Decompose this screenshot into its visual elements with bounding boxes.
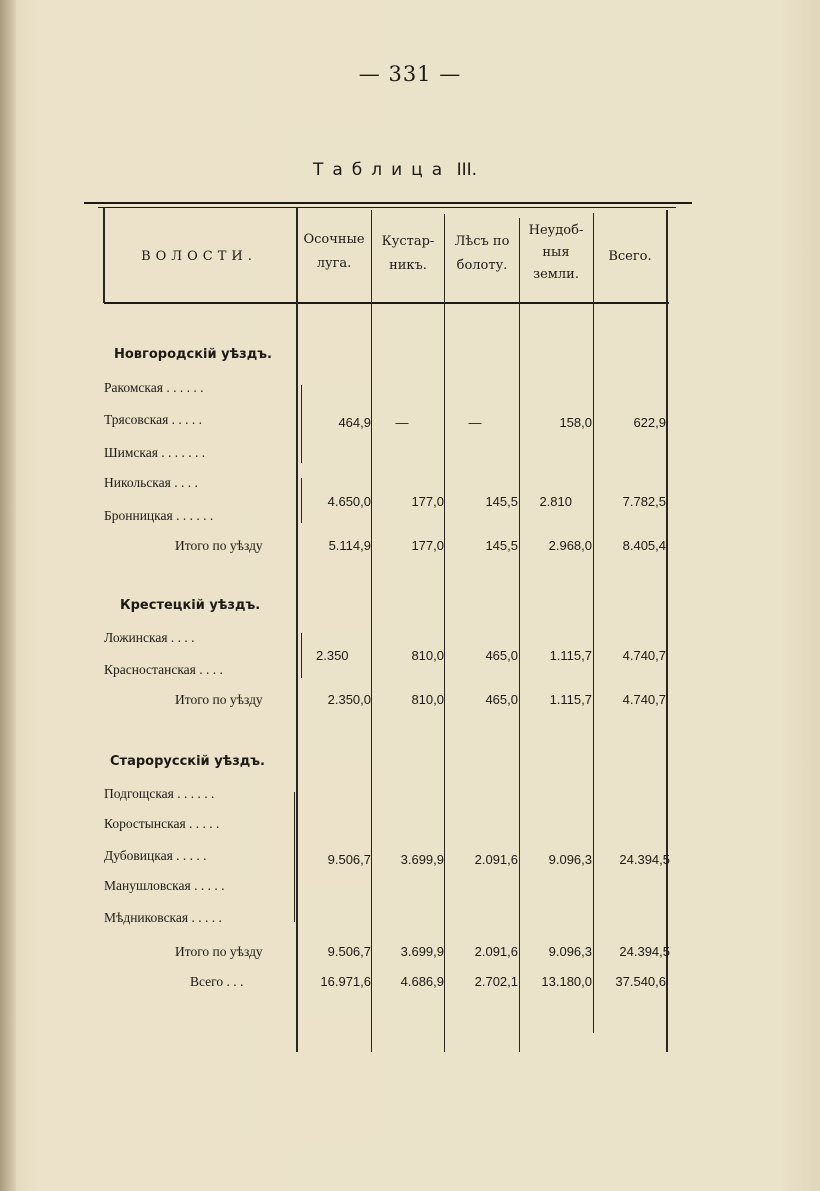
- grand-total-cell: 37.540,6: [615, 974, 666, 989]
- volost-name: Коростынская . . . . .: [104, 816, 220, 831]
- total-cell: 24.394,5: [619, 944, 670, 959]
- value-cell: 24.394,5: [619, 852, 670, 867]
- county-total-label: Итого по уѣзду: [175, 692, 263, 707]
- volost-name: Дубовицкая . . . . .: [104, 848, 207, 863]
- col-divider-1: [296, 207, 298, 1052]
- total-cell: 465,0: [485, 692, 518, 707]
- value-cell: 4.650,0: [327, 494, 371, 509]
- total-cell: 4.740,7: [622, 692, 666, 707]
- volost-name: Подгощская . . . . . .: [104, 786, 215, 801]
- table-title-numeral: III.: [456, 160, 478, 180]
- value-cell: 465,0: [485, 648, 518, 663]
- page-number: — 331 —: [358, 62, 462, 86]
- header-bottom-rule: [104, 302, 669, 304]
- county-heading: Крестецкій уѣздъ.: [120, 598, 261, 613]
- value-cell: —: [468, 415, 482, 430]
- total-cell: 2.968,0: [548, 538, 592, 553]
- grand-total-cell: 16.971,6: [320, 974, 371, 989]
- volost-name: Шимская . . . . . . .: [104, 445, 206, 460]
- col-divider-5: [593, 213, 594, 1033]
- value-cell: 145,5: [485, 494, 518, 509]
- value-cell: 2.350: [316, 648, 349, 663]
- value-cell: 9.506,7: [327, 852, 371, 867]
- grand-total-cell: 13.180,0: [541, 974, 592, 989]
- total-cell: 1.115,7: [549, 692, 592, 707]
- header-swamp-forest: Лѣсъ по болоту.: [454, 234, 510, 273]
- header-total: Всего.: [608, 249, 652, 264]
- total-cell: 2.091,6: [474, 944, 518, 959]
- value-cell: 464,9: [338, 415, 371, 430]
- grand-total-label: Всего . . .: [190, 974, 244, 989]
- value-cell: 810,0: [411, 648, 444, 663]
- volost-name: Никольская . . . .: [104, 475, 198, 490]
- volost-name: Красностанская . . . .: [104, 662, 223, 677]
- value-cell: —: [395, 415, 409, 430]
- total-cell: 9.096,3: [548, 944, 592, 959]
- table-top-rule: [84, 202, 692, 204]
- header-shrub: Кустар- никъ.: [381, 234, 435, 273]
- volost-name: Трясовская . . . . .: [104, 412, 203, 427]
- total-cell: 810,0: [411, 692, 444, 707]
- col-divider-4: [519, 218, 520, 1052]
- table-right-border: [666, 210, 668, 1052]
- total-cell: 5.114,9: [328, 538, 371, 553]
- county-total-label: Итого по уѣзду: [175, 944, 263, 959]
- volost-name: Мѣдниковская . . . . .: [104, 910, 222, 925]
- grand-total-cell: 2.702,1: [474, 974, 518, 989]
- volost-name: Бронницкая . . . . . .: [104, 508, 214, 523]
- value-cell: 4.740,7: [622, 648, 666, 663]
- table-top-rule-thin: [98, 207, 676, 208]
- grand-total-cell: 4.686,9: [400, 974, 444, 989]
- total-cell: 2.350,0: [327, 692, 371, 707]
- header-volosts: ВОЛОСТИ.: [141, 249, 257, 264]
- county-heading: Новгородскій уѣздъ.: [114, 347, 272, 362]
- total-cell: 177,0: [411, 538, 444, 553]
- col-divider-3: [444, 214, 445, 1052]
- table-title-word: Таблица: [312, 160, 452, 180]
- volost-name: Манушловская . . . . .: [104, 878, 225, 893]
- value-cell: 158,0: [559, 415, 592, 430]
- value-cell: 2.810: [539, 494, 572, 509]
- header-sedge-meadows: Осочные луга.: [303, 232, 365, 271]
- col-divider-2: [371, 210, 372, 1052]
- value-cell: 622,9: [633, 415, 666, 430]
- total-cell: 8.405,4: [622, 538, 666, 553]
- value-cell: 2.091,6: [474, 852, 518, 867]
- group-brace: [301, 633, 308, 678]
- total-cell: 9.506,7: [327, 944, 371, 959]
- county-heading: Старорусскій уѣздъ.: [110, 754, 265, 769]
- total-cell: 145,5: [485, 538, 518, 553]
- value-cell: 9.096,3: [548, 852, 592, 867]
- value-cell: 1.115,7: [549, 648, 592, 663]
- table-title: [0, 160, 790, 180]
- value-cell: 3.699,9: [400, 852, 444, 867]
- total-cell: 3.699,9: [400, 944, 444, 959]
- volost-name: Ракомская . . . . . .: [104, 380, 204, 395]
- county-total-label: Итого по уѣзду: [175, 538, 263, 553]
- volost-name: Ложинская . . . .: [104, 630, 195, 645]
- value-cell: 177,0: [411, 494, 444, 509]
- value-cell: 7.782,5: [622, 494, 666, 509]
- header-wasteland: Неудоб- ныя земли.: [528, 223, 584, 282]
